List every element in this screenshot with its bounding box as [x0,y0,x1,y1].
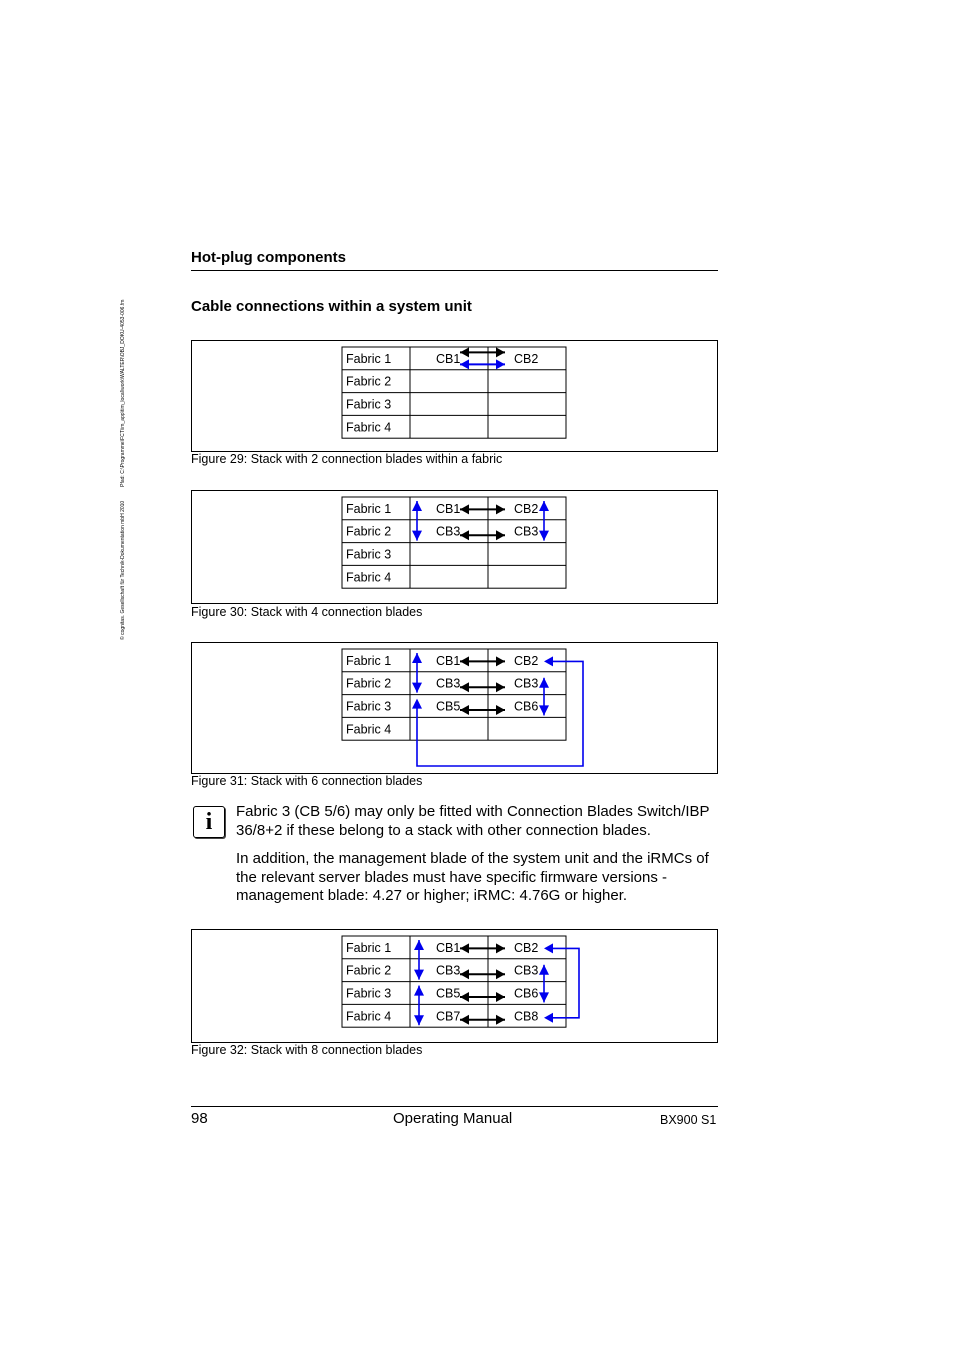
fabric-label: Fabric 3 [346,986,392,1001]
connection-blade-label: CB7 [436,1009,461,1024]
arrow-head [544,1013,553,1023]
connection-blade-label: CB1 [436,653,461,668]
arrow-head [496,504,505,514]
fabric-label: Fabric 2 [346,676,392,691]
fabric-label: Fabric 1 [346,351,392,366]
figure-30-frame [191,490,718,604]
figure-31-caption: Figure 31: Stack with 6 connection blades [191,774,423,788]
arrow-head [460,943,469,953]
arrow-head [460,682,469,692]
figure-30-diagram [192,491,717,603]
connection-blade-label: CB3 [436,963,461,978]
arrow-head [460,969,469,979]
figure-29-caption: Figure 29: Stack with 2 connection blades within a fabric [191,452,503,466]
arrow-head [496,969,505,979]
figure-31-diagram [192,643,717,773]
fabric-label: Fabric 3 [346,699,392,714]
figure-32-diagram [192,930,717,1042]
connection-blade-label: CB1 [436,940,461,955]
footer-rule [191,1106,718,1107]
arrow-head [496,530,505,540]
arrow-head [414,970,424,980]
note-paragraph-1: Fabric 3 (CB 5/6) may only be fitted with Connection Blades Switch/IBP 36/8+2 if these belong to a stack with other connection blades. [236,803,710,839]
manual-title: Operating Manual [393,1110,513,1127]
figure-29-diagram [192,341,717,451]
fabric-label: Fabric 2 [346,374,392,389]
header-title: Hot-plug components [191,249,346,266]
info-icon: i [193,806,225,838]
fabric-label: Fabric 1 [346,653,392,668]
note-paragraph-2: In addition, the management blade of the system unit and the iRMCs of the relevant server blades must have specific firmware versions - management blade: 4.27 or higher; iRMC: 4.76G or higher. [236,850,709,905]
arrow-head [414,940,424,950]
figure-32-frame [191,929,718,1043]
figure-29-frame [191,340,718,452]
arrow-head [539,965,549,975]
fabric-label: Fabric 3 [346,397,392,412]
arrow-head [412,683,422,693]
connection-blade-label: CB3 [436,524,461,539]
arrow-head [496,943,505,953]
connection-blade-label: CB2 [514,501,539,516]
connection-blade-label: CB6 [514,986,539,1001]
arrow-head [412,531,422,541]
fabric-label: Fabric 1 [346,940,392,955]
connection-blade-label: CB6 [514,699,539,714]
connection-blade-label: CB5 [436,986,461,1001]
arrow-head [539,531,549,541]
fabric-label: Fabric 3 [346,547,392,562]
arrow-head [539,705,549,715]
side-margin-text [120,240,126,640]
connection-blade-label: CB1 [436,351,461,366]
arrow-head [460,1015,469,1025]
arrow-head [414,1015,424,1025]
connection-blade-label: CB3 [514,676,539,691]
page-number: 98 [191,1110,208,1127]
file-path-text: Pfad: C:\Programme\FCT\im_app\tim_local\work\WALTER\OBJ_DOKU-4053-006.fm [120,299,126,487]
arrow-head [496,992,505,1002]
connection-blade-label: CB3 [514,524,539,539]
connection-blade-label: CB8 [514,1009,539,1024]
figure-31-frame [191,642,718,774]
arrow-head [496,705,505,715]
figure-32-caption: Figure 32: Stack with 8 connection blades [191,1043,423,1057]
fabric-label: Fabric 4 [346,420,392,435]
arrow-head [539,501,549,511]
fabric-label: Fabric 4 [346,570,392,585]
arrow-head [460,347,469,357]
connection-blade-label: CB2 [514,653,539,668]
arrow-head [460,992,469,1002]
connection-blade-label: CB3 [514,963,539,978]
arrow-head [460,656,469,666]
arrow-head [496,359,505,369]
arrow-head [412,653,422,663]
fabric-label: Fabric 2 [346,524,392,539]
arrow-head [496,682,505,692]
arrow-head [414,986,424,996]
figure-30-caption: Figure 30: Stack with 4 connection blades [191,605,423,619]
fabric-label: Fabric 1 [346,501,392,516]
fabric-label: Fabric 4 [346,722,392,737]
fabric-label: Fabric 2 [346,963,392,978]
connection-blade-label: CB2 [514,351,539,366]
connection-blade-label: CB1 [436,501,461,516]
arrow-head [496,1015,505,1025]
arrow-head [496,656,505,666]
copyright-text: © cognitas. Gesellschaft für Technik-Dokumentation mbH 2010 [120,500,126,640]
header-rule [191,270,718,271]
arrow-head [544,656,553,666]
arrow-head [412,699,422,709]
fabric-label: Fabric 4 [346,1009,392,1024]
arrow-head [412,501,422,511]
arrow-head [460,504,469,514]
arrow-head [460,359,469,369]
connection-blade-label: CB2 [514,940,539,955]
arrow-head [460,705,469,715]
connection-blade-label: CB5 [436,699,461,714]
arrow-head [496,347,505,357]
connection-blade-label: CB3 [436,676,461,691]
arrow-head [460,530,469,540]
arrow-head [539,992,549,1002]
arrow-head [544,943,553,953]
arrow-head [539,678,549,688]
section-title: Cable connections within a system unit [191,298,472,315]
product-name: BX900 S1 [660,1113,717,1127]
